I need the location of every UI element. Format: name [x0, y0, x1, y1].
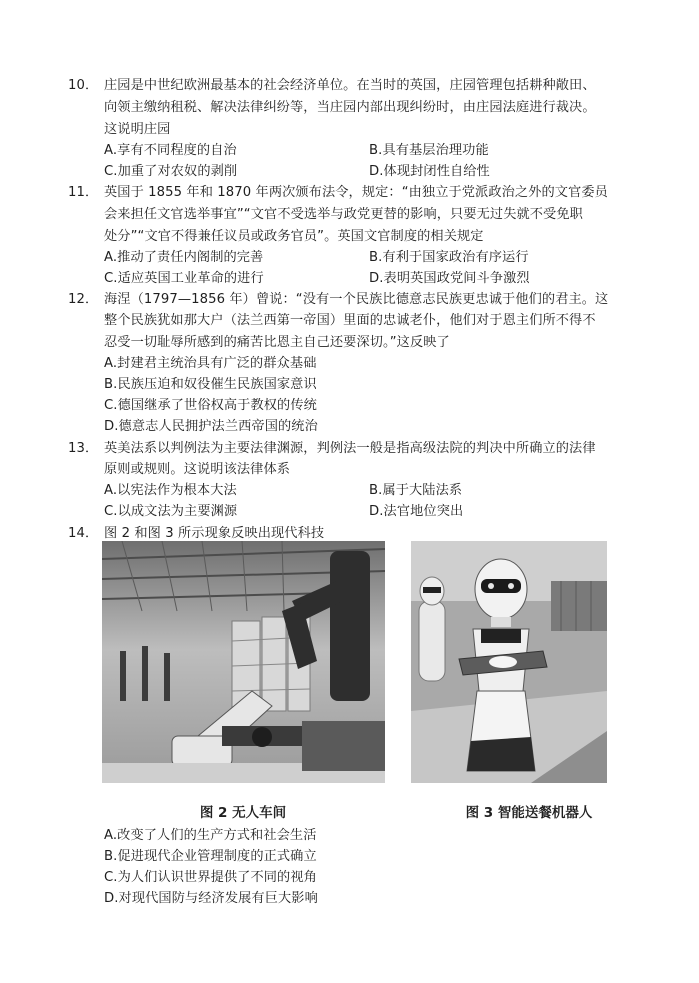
question-14-number: 14． — [68, 526, 99, 541]
question-10-number: 10． — [68, 78, 99, 93]
question-10-option-b[interactable]: B.具有基层治理功能 — [369, 143, 489, 158]
question-13-option-a[interactable]: A.以宪法作为根本大法 — [104, 483, 237, 498]
question-10-option-d[interactable]: D.体现封闭性自给性 — [369, 164, 490, 179]
question-12-option-a[interactable]: A.封建君主统治具有广泛的群众基础 — [104, 356, 317, 371]
question-14-option-c[interactable]: C.为人们认识世界提供了不同的视角 — [104, 870, 317, 885]
question-12-number: 12． — [68, 292, 99, 307]
question-11-option-a[interactable]: A.推动了责任内阁制的完善 — [104, 250, 264, 265]
question-10-option-a[interactable]: A.享有不同程度的自治 — [104, 143, 237, 158]
question-11-number: 11． — [68, 185, 99, 200]
robot-arm-factory-illustration — [102, 541, 385, 783]
question-10-text-3: 这说明庄园 — [104, 122, 171, 137]
question-14-text-1: 图 2 和图 3 所示现象反映出现代科技 — [104, 526, 325, 541]
question-13-number: 13． — [68, 441, 99, 456]
figure-3-delivery-robot-photo — [411, 541, 607, 783]
question-11-option-b[interactable]: B.有利于国家政治有序运行 — [369, 250, 529, 265]
question-11-text-2: 会来担任文官选举事宜”“文官不受选举与政党更替的影响，只要无过失就不受免职 — [104, 207, 583, 222]
question-14-option-b[interactable]: B.促进现代企业管理制度的正式确立 — [104, 849, 317, 864]
question-10-option-c[interactable]: C.加重了对农奴的剥削 — [104, 164, 238, 179]
question-12-text-1: 海涅（1797—1856 年）曾说：“没有一个民族比德意志民族更忠诚于他们的君主。这 — [104, 292, 609, 307]
question-11-text-1: 英国于 1855 年和 1870 年两次颁布法令，规定：“由独立于党派政治之外的文官委员 — [104, 185, 608, 200]
question-14-option-a[interactable]: A.改变了人们的生产方式和社会生活 — [104, 828, 317, 843]
question-13-option-b[interactable]: B.属于大陆法系 — [369, 483, 463, 498]
figure-2-unmanned-workshop-photo — [102, 541, 385, 783]
question-11-option-d[interactable]: D.表明英国政党间斗争激烈 — [369, 271, 530, 286]
question-11-text-3: 处分”“文官不得兼任议员或政务官员”。英国文官制度的相关规定 — [104, 229, 484, 244]
question-12-text-3: 忍受一切耻辱所感到的痛苦比恩主自己还要深切。”这反映了 — [104, 335, 450, 350]
question-13-text-1: 英美法系以判例法为主要法律渊源，判例法一般是指高级法院的判决中所确立的法律 — [104, 441, 596, 456]
question-13-option-d[interactable]: D.法官地位突出 — [369, 504, 464, 519]
question-12-option-d[interactable]: D.德意志人民拥护法兰西帝国的统治 — [104, 419, 318, 434]
question-12-option-c[interactable]: C.德国继承了世俗权高于教权的传统 — [104, 398, 317, 413]
question-14-option-d[interactable]: D.对现代国防与经济发展有巨大影响 — [104, 891, 318, 906]
figure-2-caption: 图 2 无人车间 — [199, 805, 287, 821]
question-13-text-2: 原则或规则。这说明该法律体系 — [104, 462, 291, 477]
question-12-text-2: 整个民族犹如那大户（法兰西第一帝国）里面的忠诚老仆，他们对于恩主们所不得不 — [104, 313, 596, 328]
food-delivery-robot-illustration — [411, 541, 607, 783]
question-10-text-1: 庄园是中世纪欧洲最基本的社会经济单位。在当时的英国，庄园管理包括耕种敞田、 — [104, 78, 596, 93]
question-12-option-b[interactable]: B.民族压迫和奴役催生民族国家意识 — [104, 377, 317, 392]
figure-3-caption: 图 3 智能送餐机器人 — [465, 805, 593, 821]
question-13-option-c[interactable]: C.以成文法为主要渊源 — [104, 504, 238, 519]
question-11-option-c[interactable]: C.适应英国工业革命的进行 — [104, 271, 264, 286]
question-10-text-2: 向领主缴纳租税、解决法律纠纷等，当庄园内部出现纠纷时，由庄园法庭进行裁决。 — [104, 100, 596, 115]
